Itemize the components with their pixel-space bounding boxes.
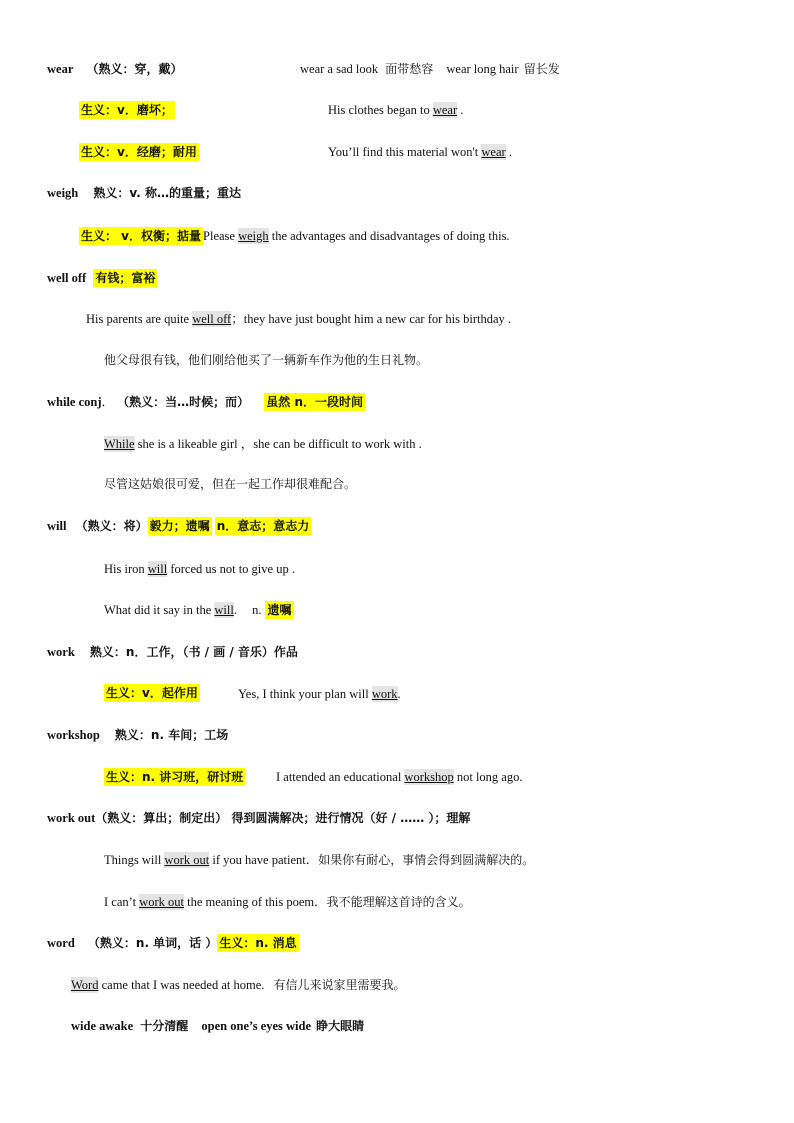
underlined-word: Word [71,978,99,992]
example-sentence [104,600,294,620]
sentence-text: if you have patient． [209,853,319,867]
entry-will [47,516,311,536]
headword: well off [47,271,87,285]
sense-row [79,142,199,162]
highlighted-sense: 生义：n. 讲习班，研讨班 [106,770,244,784]
phrase-row [71,1016,364,1036]
entry-word [47,933,299,953]
sentence-text: . [505,145,512,159]
entry-workshop [47,725,228,745]
example-sentence [104,434,422,454]
underlined-word: will [147,562,168,576]
sentence-text: the meaning of this poem． [183,895,327,909]
example-sentence [86,309,511,329]
translation-text: 如果你有耐心，事情会得到圆满解决的。 [318,853,535,867]
headword: work out [47,811,96,825]
entry-wear [47,59,183,79]
example-sentence [71,975,406,995]
sentence-text: Yes, I think your plan will [238,687,372,701]
sense-row [104,683,200,703]
punctuation: ． [101,395,115,409]
highlighted-sense: 生义：n. 消息 [219,936,297,950]
sentence-text: . [233,603,237,617]
sentence-text: . [457,103,464,117]
headword: weigh [47,186,79,200]
sentence-text: What did it say in the [104,603,215,617]
sense-row [79,100,175,120]
example-sentence [238,684,401,704]
sentence-text: Please [203,229,239,243]
example-translation: 留长发 [523,62,560,76]
entry-weigh [47,183,241,203]
sentence-text: His clothes began to [328,103,433,117]
sentence-text: not long ago. [453,770,523,784]
example-sentence [328,100,463,120]
example-translation: 面带愁容 [385,62,434,76]
headword: workshop [47,728,100,742]
translation-text: 他父母很有钱，他们刚给他买了一辆新车作为他的生日礼物。 [104,353,429,367]
highlighted-sense: n．意志；意志力 [216,519,310,533]
sentence-text: came that I was needed at home. [98,978,265,992]
common-meaning: （熟义：算出；制定出） 得到圆满解决；进行情况（好 / …… ）；理解 [95,811,471,825]
translation-text: 有信儿来说家里需要我。 [273,978,406,992]
underlined-word: work out [164,853,210,867]
example-sentence [276,767,522,787]
translation-text: 尽管这姑娘很可爱，但在一起工作却很难配合。 [104,477,357,491]
translation-text: 我不能理解这首诗的含义。 [326,895,471,909]
phrase: open one’s eyes wide [201,1019,312,1033]
underlined-word: work [371,687,398,701]
phrase: wide awake [71,1019,134,1033]
common-meaning: （熟义：穿，戴） [86,62,183,76]
sentence-text: His parents are quite [86,312,193,326]
wear-examples [300,59,560,79]
phrase-translation: 睁大眼睛 [316,1019,365,1033]
highlighted-sense: 生义：v．磨坏； [81,103,173,117]
entry-work-out [47,808,470,828]
highlighted-sense: 生义： v．权衡；掂量 [81,229,202,243]
underlined-word: will [214,603,234,617]
common-meaning: 熟义：n. 车间；工场 [114,728,229,742]
part-of-speech: n. [252,603,262,617]
headword: word [47,936,75,950]
headword: will [47,519,67,533]
sentence-text: the advantages and disadvantages of doing this. [268,229,510,243]
sentence-text: ；they have just bought him a new car for his birthday . [231,312,512,326]
entry-well-off [47,268,157,288]
headword: wear [47,62,74,76]
sentence-text: Things will [104,853,165,867]
highlighted-sense: 有钱；富裕 [95,271,156,285]
common-meaning: （熟义：将） [75,519,148,533]
entry-while [47,392,365,412]
sentence-text: . [397,687,401,701]
highlighted-sense: 生义：v．起作用 [106,686,198,700]
headword: while conj [47,395,102,409]
highlighted-sense: 虽然 n．一段时间 [266,395,364,409]
common-meaning: （熟义：n. 单词，话 ） [87,936,218,950]
underlined-word: weigh [238,229,269,243]
example-sentence [104,850,534,870]
sense-row [79,226,510,246]
underlined-word: While [104,437,135,451]
underlined-word: wear [432,103,458,117]
example-phrase: wear long hair [446,62,519,76]
sentence-text: His iron [104,562,148,576]
highlighted-sense: 毅力；遗嘱 [149,519,210,533]
sentence-text: she is a likeable girl ，she can be difficult to work with . [134,437,422,451]
phrase-translation: 十分清醒 [140,1019,189,1033]
example-phrase: wear a sad look [300,62,379,76]
sentence-text: You’ll find this material won't [328,145,482,159]
underlined-word: work out [139,895,184,909]
translation [104,474,356,494]
underlined-word: workshop [404,770,454,784]
entry-work [47,642,298,662]
highlighted-sense: 遗嘱 [267,603,292,617]
highlighted-sense: 生义：v．经磨；耐用 [81,145,197,159]
headword: work [47,645,75,659]
common-meaning: 熟义：n．工作，（书 / 画 / 音乐）作品 [89,645,298,659]
underlined-word: well off [192,312,232,326]
common-meaning: 熟义：v. 称…的重量；重达 [93,186,241,200]
example-sentence [104,559,295,579]
translation [104,350,428,370]
underlined-word: wear [481,145,506,159]
sentence-text: I attended an educational [276,770,405,784]
common-meaning: （熟义：当…时候；而） [117,395,250,409]
sentence-text: forced us not to give up . [167,562,295,576]
sense-row [104,767,245,787]
sentence-text: I can’t [104,895,140,909]
example-sentence [328,142,512,162]
example-sentence [104,892,471,912]
